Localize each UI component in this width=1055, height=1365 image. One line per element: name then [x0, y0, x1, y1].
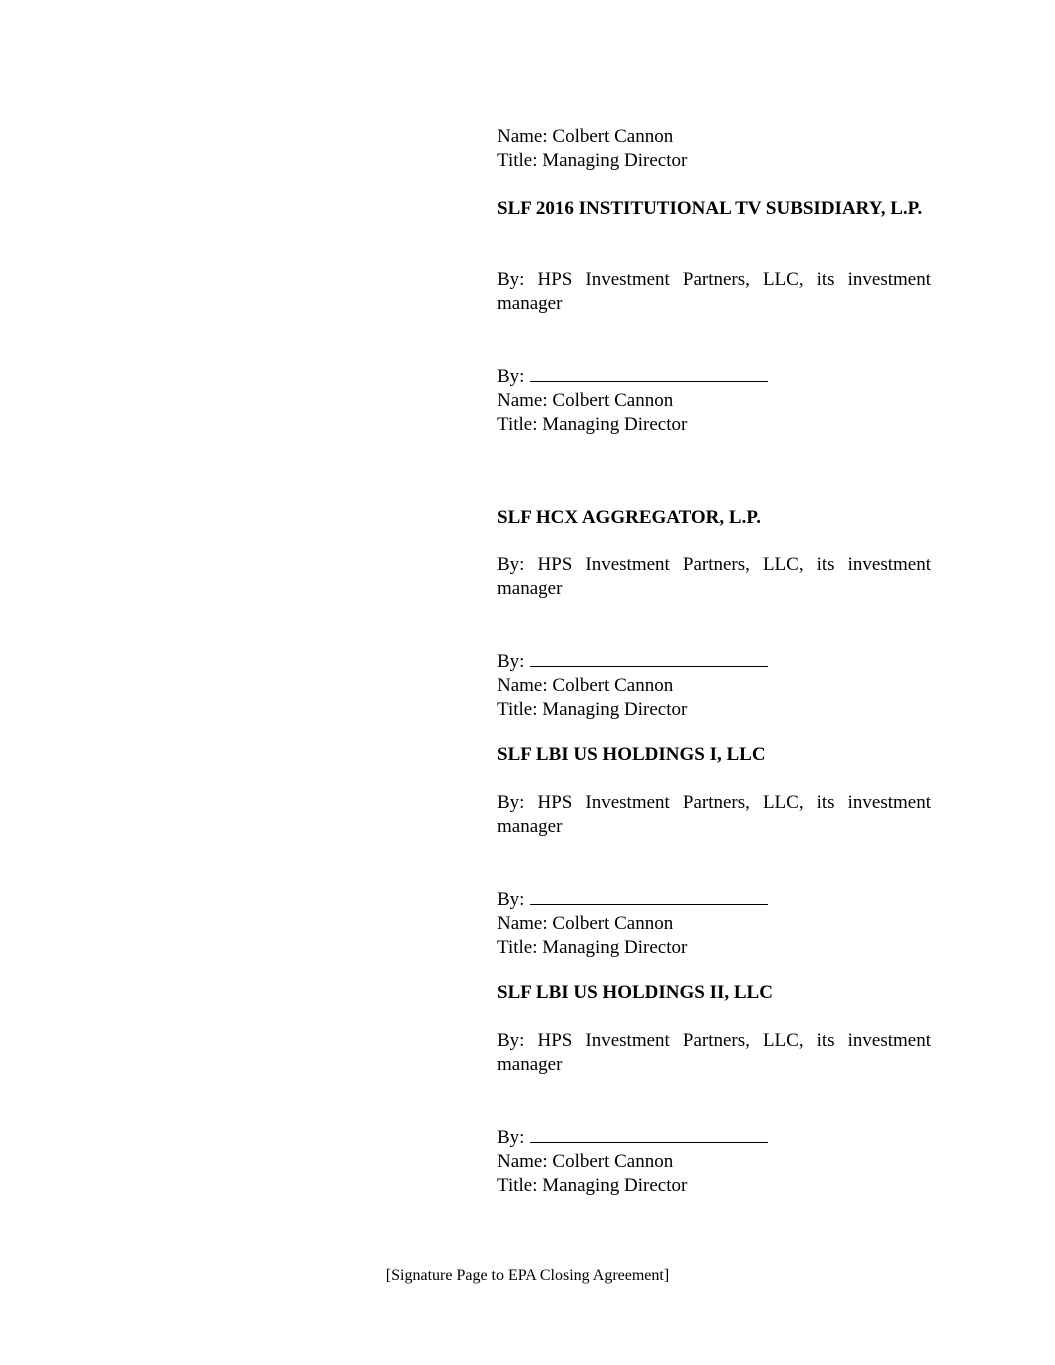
signatory-name: Name: Colbert Cannon — [497, 126, 674, 147]
signature-label: By: — [497, 366, 525, 387]
signatory-name: Name: Colbert Cannon — [497, 913, 674, 934]
signature-field[interactable] — [530, 886, 768, 905]
signature-field[interactable] — [530, 648, 768, 667]
signature-field[interactable] — [530, 1124, 768, 1143]
signatory-name: Name: Colbert Cannon — [497, 390, 674, 411]
entity-name: SLF LBI US HOLDINGS II, LLC — [497, 982, 773, 1003]
by-manager-line: By: HPS Investment Partners, LLC, its investment manager — [497, 792, 931, 837]
by-manager-line: By: HPS Investment Partners, LLC, its investment manager — [497, 1030, 931, 1075]
signature-line — [497, 886, 931, 912]
signature-field[interactable] — [530, 363, 768, 382]
signature-block — [497, 886, 931, 960]
signatory-name: Name: Colbert Cannon — [497, 675, 674, 696]
signatory-name: Name: Colbert Cannon — [497, 1151, 674, 1172]
signature-line — [497, 648, 931, 674]
entity-name: SLF LBI US HOLDINGS I, LLC — [497, 744, 766, 765]
signature-label: By: — [497, 651, 525, 672]
page-footer: [Signature Page to EPA Closing Agreement] — [385, 1267, 670, 1284]
signature-block — [497, 363, 931, 437]
signatory-title: Title: Managing Director — [497, 414, 688, 435]
by-manager-line: By: HPS Investment Partners, LLC, its investment manager — [497, 554, 931, 599]
signature-line — [497, 363, 931, 389]
signature-line — [497, 1124, 931, 1150]
entity-name: SLF HCX AGGREGATOR, L.P. — [497, 507, 761, 528]
signatory-title: Title: Managing Director — [497, 150, 688, 171]
signatory-title: Title: Managing Director — [497, 937, 688, 958]
signatory-title: Title: Managing Director — [497, 1175, 688, 1196]
signature-block-continued — [497, 125, 931, 173]
signature-label: By: — [497, 1127, 525, 1148]
signature-block — [497, 648, 931, 722]
signatory-title: Title: Managing Director — [497, 699, 688, 720]
signature-block — [497, 1124, 931, 1198]
entity-name: SLF 2016 INSTITUTIONAL TV SUBSIDIARY, L.P. — [497, 198, 923, 219]
by-manager-line: By: HPS Investment Partners, LLC, its investment manager — [497, 269, 931, 314]
signature-label: By: — [497, 889, 525, 910]
